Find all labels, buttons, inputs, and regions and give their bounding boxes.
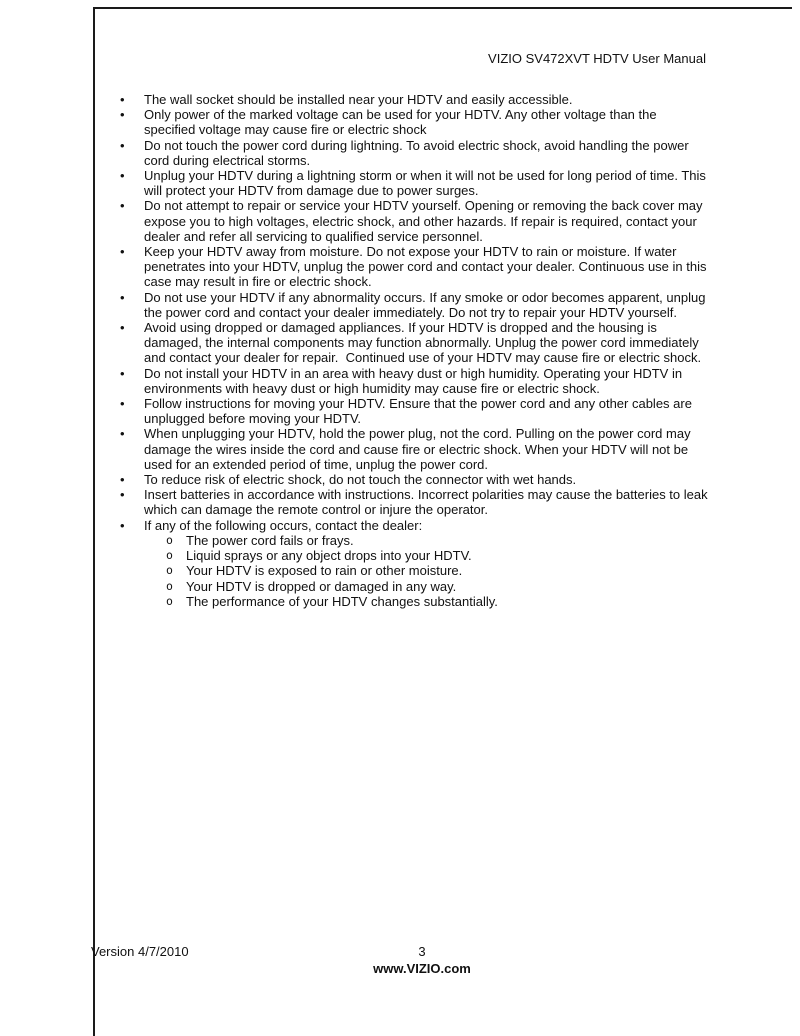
- bullet-marker: •: [120, 517, 125, 533]
- bullet-item: [117, 198, 709, 244]
- safety-instructions-list: [117, 92, 712, 609]
- bullet-marker: •: [120, 289, 125, 305]
- bullet-text: Do not touch the power cord during lightning. To avoid electric shock, avoid handling the power cord during electrical storms.: [144, 137, 693, 168]
- bullet-item: [117, 472, 709, 487]
- bullet-marker: •: [120, 365, 125, 381]
- document-header: [488, 51, 706, 66]
- sub-bullet-item: [144, 579, 709, 594]
- bullet-item: [117, 487, 712, 518]
- bullet-item: [117, 92, 709, 107]
- sub-bullet-text: Your HDTV is dropped or damaged in any way.: [186, 578, 457, 594]
- bullet-text: Keep your HDTV away from moisture. Do not expose your HDTV to rain or moisture. If water penetrates into your HDTV, unplug the power cord and contact your dealer. Continuous use in this case may result in fire or electric shock.: [144, 244, 711, 290]
- bullet-marker: •: [120, 244, 125, 260]
- bullet-text: Only power of the marked voltage can be used for your HDTV. Any other voltage than the specified voltage may cause fire or electric shock: [144, 107, 661, 138]
- sub-bullet-text: Your HDTV is exposed to rain or other moisture.: [186, 563, 463, 579]
- bullet-text: When unplugging your HDTV, hold the power plug, not the cord. Pulling on the power cord may damage the wires inside the cord and cause fire or electric shock. When your HDTV will not be used for an extended period of time, unplug the power cord.: [144, 426, 695, 472]
- footer-website: www.VIZIO.com: [373, 961, 471, 976]
- bullet-marker: •: [120, 198, 125, 214]
- bullet-text: Do not install your HDTV in an area with heavy dust or high humidity. Operating your HDTV in environments with heavy dust or high humidity may cause fire or electric shock.: [144, 365, 686, 396]
- page-edge-left: [93, 7, 95, 1036]
- bullet-marker: •: [120, 487, 125, 503]
- bullet-text: Avoid using dropped or damaged appliances. If your HDTV is dropped and the housing is damaged, the internal components may function abnormally. Unplug the power cord immediately and contact your dealer for repair. Continued use of your HDTV may cause fire or electric shock.: [144, 320, 703, 366]
- bullet-marker: •: [120, 396, 125, 412]
- bullet-marker: •: [120, 137, 125, 153]
- page-edge-top: [93, 7, 792, 9]
- sub-bullet-text: Liquid sprays or any object drops into your HDTV.: [186, 548, 472, 564]
- bullet-marker: •: [120, 168, 125, 184]
- bullet-text: To reduce risk of electric shock, do not touch the connector with wet hands.: [144, 472, 577, 488]
- bullet-item: [117, 107, 709, 137]
- bullet-item: [117, 320, 709, 366]
- sub-bullet-marker: o: [166, 563, 173, 578]
- footer-page-number: 3: [418, 944, 426, 959]
- bullet-item: [117, 168, 709, 198]
- bullet-text: Insert batteries in accordance with instructions. Incorrect polarities may cause the batteries to leak which can damage the remote control or injure the operator.: [144, 487, 712, 518]
- bullet-item: [117, 396, 709, 426]
- sub-bullet-item: [144, 533, 709, 548]
- bullet-text: Do not attempt to repair or service your HDTV yourself. Opening or removing the back cover may expose you to high voltages, electric shock, and other hazards. If repair is required, contact your dealer and refer all servicing to qualified service personnel.: [144, 198, 707, 244]
- sub-bullet-marker: o: [166, 593, 173, 608]
- bullet-item: [117, 366, 709, 396]
- sub-bullet-marker: o: [166, 578, 173, 593]
- bullet-item: [117, 518, 709, 609]
- sub-bullet-marker: o: [166, 532, 173, 547]
- header-title: VIZIO SV472XVT HDTV User Manual: [488, 51, 706, 66]
- bullet-item: [117, 138, 709, 168]
- sub-bullet-item: [144, 594, 709, 609]
- bullet-text: If any of the following occurs, contact the dealer:: [144, 517, 423, 533]
- bullet-text: Unplug your HDTV during a lightning storm or when it will not be used for long period of time. This will protect your HDTV from damage due to power surges.: [144, 168, 710, 199]
- bullet-text: Follow instructions for moving your HDTV. Ensure that the power cord and any other cables are unplugged before moving your HDTV.: [144, 396, 696, 427]
- bullet-item: [117, 426, 709, 472]
- sub-bullet-item: [144, 548, 709, 563]
- sub-bullet-text: The power cord fails or frays.: [186, 532, 354, 548]
- sub-bullet-marker: o: [166, 548, 173, 563]
- bullet-item: [117, 290, 709, 320]
- bullet-marker: •: [120, 472, 125, 488]
- sub-bullet-text: The performance of your HDTV changes substantially.: [186, 593, 498, 609]
- bullet-item: [117, 244, 709, 290]
- bullet-marker: •: [120, 320, 125, 336]
- bullet-text: The wall socket should be installed near your HDTV and easily accessible.: [144, 92, 573, 107]
- bullet-marker: •: [120, 92, 125, 107]
- bullet-text: Do not use your HDTV if any abnormality occurs. If any smoke or odor becomes apparent, unplug the power cord and contact your dealer immediately. Do not try to repair your HDTV yourself.: [144, 289, 710, 320]
- footer-version: Version 4/7/2010: [91, 944, 189, 959]
- sub-bullet-list: [144, 533, 709, 609]
- bullet-marker: •: [120, 107, 125, 123]
- bullet-marker: •: [120, 426, 125, 442]
- sub-bullet-item: [144, 563, 709, 578]
